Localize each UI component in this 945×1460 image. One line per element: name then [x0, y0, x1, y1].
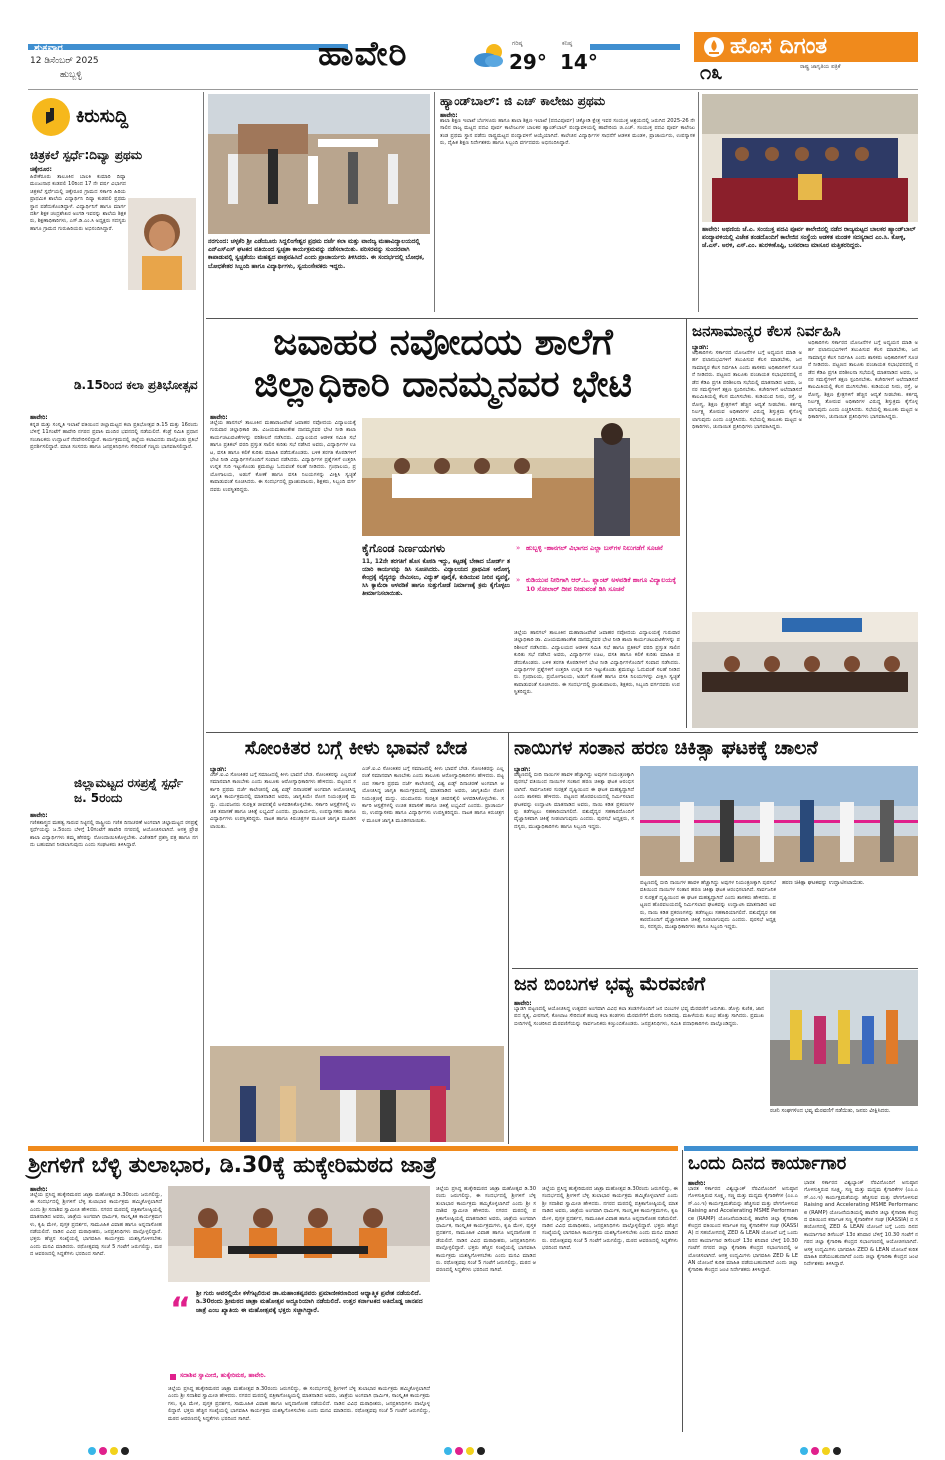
- tulabhara-signature: ಸದಾಶಿವ ಸ್ವಾಮೀಜಿ, ಹುಕ್ಕೇರಿಮಠ, ಹಾವೇರಿ.: [180, 1372, 266, 1379]
- dot-cyan: [444, 1447, 452, 1455]
- dot-black: [121, 1447, 129, 1455]
- bullet-1-icon: »: [516, 544, 521, 552]
- procession-photo: [770, 970, 918, 1106]
- bullet-2-icon: »: [516, 576, 521, 584]
- jawahar-right-divider: [686, 318, 687, 728]
- jawahar-body: ಜಿಲ್ಲೆಯ ಹಾನಗಲ್ ತಾಲೂಕಿನ ಮಹಾರಾಜಪೇಟೆ ಜವಾಹರ ನವೋದಯ ವಿದ್ಯಾಲಯಕ್ಕೆ ಗುರುವಾರ ಜಿಲ್ಲಾಧಿಕಾರಿ ಡಾ. ವಿಜಯಮಹಾಂತೇಶ ದಾನಮ್ಮನವರ ಭೇಟಿ ನೀಡಿ ಶಾಲಾ ಕಾರ್ಯಚಟುವಟಿಕೆಗಳನ್ನು ಪರಿಶೀಲನೆ ನಡೆಸಿದರು. ವಿದ್ಯಾಲಯದ ಆಡಳಿತ ಸಮಿತಿ ಸಭೆ ಹಾಗೂ ಪ್ರತಿಕಲ್ ವರದಿ ಪ್ರಸ್ತುತ ಸಾಲಿನ ಕುರಿತು ಸಭೆ ನಡೆಸಿದ ಅವರು, ವಿದ್ಯಾರ್ಥಿಗಳ ಊಟ, ವಸತಿ ಹಾಗೂ ಕಲಿಕೆ ಕುರಿತು ಮಾಹಿತಿ ಪಡೆದುಕೊಂಡರು. ಬಳಿಕ ತರಗತಿ ಕೊಠಡಿಗಳಿಗೆ ಭೇಟಿ ನೀಡಿ ವಿದ್ಯಾರ್ಥಿಗಳೊಂದಿಗೆ ಸಂವಾದ ನಡೆಸಿದರು. ವಿದ್ಯಾರ್ಥಿಗಳ ಪ್ರಶ್ನೆಗಳಿಗೆ ಉತ್ತರಿಸಿ ಉನ್ನತ ಗುರಿ ಇಟ್ಟುಕೊಂಡು ಶ್ರಮಪಟ್ಟು ಓದುವಂತೆ ಸಲಹೆ ನೀಡಿದರು. ಗ್ರಂಥಾಲಯ, ಪ್ರಯೋಗಾಲಯ, ಅಡುಗೆ ಕೋಣೆ ಹಾಗೂ ವಸತಿ ನಿಲಯಗಳನ್ನು ವೀಕ್ಷಿಸಿ ಸ್ವಚ್ಛತೆ ಕಾಪಾಡುವಂತೆ ಸೂಚಿಸಿದರು. ಈ ಸಂದರ್ಭದಲ್ಲಿ ಪ್ರಾಂಶುಪಾಲರು, ಶಿಕ್ಷಕರು, ಸಿಬ್ಬಂದಿ ವರ್ಗದವರು ಉಪಸ್ಥಿತರಿದ್ದರು.: [210, 420, 356, 493]
- jana-bimba-body: ಬ್ಯಾಡಗಿ ಪಟ್ಟಣದಲ್ಲಿ ಆಯೋಜಿಸಿದ್ದ ಉತ್ಸವದ ಅಂಗವಾಗಿ ವಿವಿಧ ಕಲಾ ತಂಡಗಳೊಂದಿಗೆ ಜನ ಬಿಂಬಗಳ ಭವ್ಯ ಮೆರವಣಿಗೆ ಜರುಗಿತು. ಡೊಳ್ಳು ಕುಣಿತ, ಜಾನಪದ ನೃತ್ಯ, ವೀರಗಾಸೆ, ಕೋಲಾಟ ಸೇರಿದಂತೆ ಹಲವು ಕಲಾ ತಂಡಗಳು ಮೆರವಣಿಗೆಗೆ ಮೆರಗು ನೀಡಿದವು. ಮಹಿಳೆಯರು ಕುಂಭ ಹೊತ್ತು ಸಾಗಿದರು. ಪ್ರಮುಖ ಬೀದಿಗಳಲ್ಲಿ ಸಂಚರಿಸಿದ ಮೆರವಣಿಗೆಯನ್ನು ಸಾರ್ವಜನಿಕರು ಕಣ್ತುಂಬಿಕೊಂಡರು. ಜನಪ್ರತಿನಿಧಿಗಳು, ಸಮಿತಿ ಪದಾಧಿಕಾರಿಗಳು ಪಾಲ್ಗೊಂಡಿದ್ದರು.: [514, 1006, 764, 1027]
- dot-yellow: [822, 1447, 830, 1455]
- min-temp-label: ಕನಿಷ್ಠ: [562, 40, 573, 47]
- jawahar-headline-1: ಜವಾಹರ ನವೋದಯ ಶಾಲೆಗೆ: [273, 322, 613, 363]
- tulabhara-body-4: ಜಿಲ್ಲೆಯ ಪ್ರಸಿದ್ಧ ಹುಕ್ಕೇರಿಮಠದ ಜಾತ್ರಾ ಮಹೋತ್ಸವ ಡಿ.30ರಂದು ಜರುಗಲಿದ್ದು, ಈ ಸಂದರ್ಭದಲ್ಲಿ ಶ್ರೀಗಳಿಗೆ ಬೆಳ್ಳಿ ತುಲಾಭಾರ ಕಾರ್ಯಕ್ರಮ ಹಮ್ಮಿಕೊಳ್ಳಲಾಗಿದೆ ಎಂದು ಶ್ರೀ ಸದಾಶಿವ ಸ್ವಾಮೀಜಿ ಹೇಳಿದರು. ನಗರದ ಮಠದಲ್ಲಿ ಪತ್ರಿಕಾಗೋಷ್ಠಿಯಲ್ಲಿ ಮಾತನಾಡಿದ ಅವರು, ಜಾತ್ರೆಯ ಅಂಗವಾಗಿ ಧಾರ್ಮಿಕ, ಸಾಂಸ್ಕೃತಿಕ ಕಾರ್ಯಕ್ರಮಗಳು, ಕೃಷಿ ಮೇಳ, ಪುಸ್ತಕ ಪ್ರದರ್ಶನ, ಸಾಮೂಹಿಕ ವಿವಾಹ ಹಾಗೂ ಅನ್ನದಾಸೋಹ ನಡೆಯಲಿದೆ. ನಾಡಿನ ವಿವಿಧ ಮಠಾಧೀಶರು, ಜನಪ್ರತಿನಿಧಿಗಳು ಪಾಲ್ಗೊಳ್ಳಲಿದ್ದಾರೆ. ಭಕ್ತರು ಹೆಚ್ಚಿನ ಸಂಖ್ಯೆಯಲ್ಲಿ ಭಾಗವಹಿಸಿ ಕಾರ್ಯಕ್ರಮ ಯಶಸ್ವಿಗೊಳಿಸಬೇಕು ಎಂದು ಮನವಿ ಮಾಡಿದರು. ರಥೋತ್ಸವವು ಸಂಜೆ 5 ಗಂಟೆಗೆ ಜರುಗಲಿದ್ದು, ಮಠದ ಆವರಣದಲ್ಲಿ ಸಿದ್ಧತೆಗಳು ಭರದಿಂದ ಸಾಗಿವೆ.: [542, 1186, 678, 1252]
- handball-title: ಹ್ಯಾಂಡ್‌ಬಾಲ್: ಜಿ ಎಚ್ ಕಾಲೇಜು ಪ್ರಥಮ: [440, 94, 606, 108]
- story1-dateline: ಚಿಕ್ಕೇರೂರ:: [30, 166, 52, 173]
- city-label: ಹುಬ್ಬಳ್ಳಿ: [60, 70, 82, 80]
- janasamanyara-title: ಜನಸಾಮಾನ್ಯರ ಕೆಲಸ ನಿರ್ವಹಿಸಿ: [692, 322, 841, 340]
- janasamanyara-dateline: ಬ್ಯಾಡಗಿ:: [692, 344, 709, 351]
- tulabhara-body-2: ಜಿಲ್ಲೆಯ ಪ್ರಸಿದ್ಧ ಹುಕ್ಕೇರಿಮಠದ ಜಾತ್ರಾ ಮಹೋತ್ಸವ ಡಿ.30ರಂದು ಜರುಗಲಿದ್ದು, ಈ ಸಂದರ್ಭದಲ್ಲಿ ಶ್ರೀಗಳಿಗೆ ಬೆಳ್ಳಿ ತುಲಾಭಾರ ಕಾರ್ಯಕ್ರಮ ಹಮ್ಮಿಕೊಳ್ಳಲಾಗಿದೆ ಎಂದು ಶ್ರೀ ಸದಾಶಿವ ಸ್ವಾಮೀಜಿ ಹೇಳಿದರು. ನಗರದ ಮಠದಲ್ಲಿ ಪತ್ರಿಕಾಗೋಷ್ಠಿಯಲ್ಲಿ ಮಾತನಾಡಿದ ಅವರು, ಜಾತ್ರೆಯ ಅಂಗವಾಗಿ ಧಾರ್ಮಿಕ, ಸಾಂಸ್ಕೃತಿಕ ಕಾರ್ಯಕ್ರಮಗಳು, ಕೃಷಿ ಮೇಳ, ಪುಸ್ತಕ ಪ್ರದರ್ಶನ, ಸಾಮೂಹಿಕ ವಿವಾಹ ಹಾಗೂ ಅನ್ನದಾಸೋಹ ನಡೆಯಲಿದೆ. ನಾಡಿನ ವಿವಿಧ ಮಠಾಧೀಶರು, ಜನಪ್ರತಿನಿಧಿಗಳು ಪಾಲ್ಗೊಳ್ಳಲಿದ್ದಾರೆ. ಭಕ್ತರು ಹೆಚ್ಚಿನ ಸಂಖ್ಯೆಯಲ್ಲಿ ಭಾಗವಹಿಸಿ ಕಾರ್ಯಕ್ರಮ ಯಶಸ್ವಿಗೊಳಿಸಬೇಕು ಎಂದು ಮನವಿ ಮಾಡಿದರು. ರಥೋತ್ಸವವು ಸಂಜೆ 5 ಗಂಟೆಗೆ ಜರುಗಲಿದ್ದು, ಮಠದ ಆವರಣದಲ್ಲಿ ಸಿದ್ಧತೆಗಳು ಭರದಿಂದ ಸಾಗಿವೆ.: [168, 1386, 430, 1422]
- sonkitara-body-2: ಎಚ್.ಐ.ವಿ ಸೋಂಕಿತರ ಬಗ್ಗೆ ಸಮಾಜದಲ್ಲಿ ಕೀಳು ಭಾವನೆ ಬೇಡ. ಸೋಂಕಿತರನ್ನು ಎಲ್ಲರಂತೆ ಸಮಾನವಾಗಿ ಕಾಣಬೇಕು ಎಂದು ತಾಲೂಕು ಆರೋಗ್ಯಾಧಿಕಾರಿಗಳು ಹೇಳಿದರು. ಪಟ್ಟಣದ ಸರ್ಕಾರಿ ಪ್ರಥಮ ದರ್ಜೆ ಕಾಲೇಜಿನಲ್ಲಿ ವಿಶ್ವ ಏಡ್ಸ್ ದಿನಾಚರಣೆ ಅಂಗವಾಗಿ ಆಯೋಜಿಸಿದ್ದ ಜಾಗೃತಿ ಕಾರ್ಯಕ್ರಮದಲ್ಲಿ ಮಾತನಾಡಿದ ಅವರು, ಜಾಗೃತಿಯೇ ರೋಗ ನಿಯಂತ್ರಣಕ್ಕೆ ಮದ್ದು. ಯುವಜನರು ಸುರಕ್ಷಿತ ಜೀವನಶೈಲಿ ಅಳವಡಿಸಿಕೊಳ್ಳಬೇಕು. ಸರ್ಕಾರಿ ಆಸ್ಪತ್ರೆಗಳಲ್ಲಿ ಉಚಿತ ತಪಾಸಣೆ ಹಾಗೂ ಚಿಕಿತ್ಸೆ ಲಭ್ಯವಿದೆ ಎಂದರು. ಪ್ರಾಚಾರ್ಯರು, ಉಪನ್ಯಾಸಕರು ಹಾಗೂ ವಿದ್ಯಾರ್ಥಿಗಳು ಉಪಸ್ಥಿತರಿದ್ದರು. ನಾಟಕ ಹಾಗೂ ಕಿರುಚಿತ್ರಗಳ ಮೂಲಕ ಜಾಗೃತಿ ಮೂಡಿಸಲಾಯಿತು.: [362, 766, 504, 824]
- jana-bimba-divider: [512, 968, 918, 969]
- dot-yellow: [110, 1447, 118, 1455]
- handball-caption: ಹಾವೇರಿ: ಅಥಣಿಯ ಜೆ.ಎ. ಸಂಯುಕ್ತ ಪದವಿ ಪೂರ್ವ ಕಾಲೇಜಿನಲ್ಲಿ ನಡೆದ ರಾಜ್ಯಮಟ್ಟದ ಬಾಲಕರ ಹ್ಯಾಂಡ್‌ಬಾಲ್ ಪಂದ್ಯಾವಳಿಯಲ್ಲಿ ವಿಜೇತ ತಂಡದೊಂದಿಗೆ ಕಾಲೇಜಿನ ಸಂಸ್ಥೆಯ ಆಡಳಿತ ಮಂಡಳಿ ಸದಸ್ಯರಾದ ಎಂ.ಸಿ. ಕೋಳ್ಳಿ, ಜೆ.ಎಸ್. ಅರಳಿ, ಎಸ್.ಎಂ. ಹುರಳೀಕೊಪ್ಪಿ, ಬಸವರಾಜ ಮಾಸೂರ ಮತ್ತಿತರರಿದ್ದರು.: [702, 226, 916, 250]
- awareness-photo: [210, 1046, 504, 1142]
- footer-dots-center: [444, 1440, 488, 1459]
- dot-cyan: [800, 1447, 808, 1455]
- page-number: ೧೩: [700, 60, 723, 84]
- karyagara-dateline: ಹಾವೇರಿ:: [688, 1180, 706, 1187]
- jana-bimba-dateline: ಹಾವೇರಿ:: [514, 1000, 532, 1007]
- handball-dateline: ಹಾವೇರಿ:: [440, 112, 458, 119]
- dot-black: [477, 1447, 485, 1455]
- bottom-colour-bar-orange: [28, 1146, 678, 1151]
- weather-icon: [472, 40, 506, 70]
- max-temp-label: ಗರಿಷ್ಠ: [512, 40, 523, 47]
- signature-icon: [170, 1374, 176, 1380]
- bullet-1-text: ಹುಬ್ಬಳ್ಳಿ -ಹಾನಗಲ್ ವಿಭಾಗದ ಎಲ್ಲಾ ಬಸ್‌ಗಳ ನಿಲುಗಡೆಗೆ ಸೂಚನೆ: [526, 544, 663, 552]
- story2-title: ಡಿ.15ರಿಂದ ಕಲಾ ಪ್ರತಿಭೋತ್ಸವ: [74, 378, 198, 392]
- story3-body: ಗಣಿತಶಾಸ್ತ್ರದ ಮಹತ್ವ ಸಾರುವ ನಿಟ್ಟಿನಲ್ಲಿ ರಾಷ್ಟ್ರೀಯ ಗಣಿತ ದಿನಾಚರಣೆ ಅಂಗವಾಗಿ ಜಿಲ್ಲಾಮಟ್ಟದ ರಸಪ್ರಶ್ನೆ ಸ್ಪರ್ಧೆಯನ್ನು ಜ.5ರಂದು ಬೆಳಿಗ್ಗೆ 10ಗಂಟೆಗೆ ಹಾವೇರಿ ನಗರದಲ್ಲಿ ಆಯೋಜಿಸಲಾಗಿದೆ. ಆಸಕ್ತ ಪ್ರೌಢಶಾಲಾ ವಿದ್ಯಾರ್ಥಿಗಳು ತಮ್ಮ ಹೆಸರನ್ನು ನೋಂದಾಯಿಸಿಕೊಳ್ಳಬೇಕು. ವಿಜೇತರಿಗೆ ಪ್ರಶಸ್ತಿ ಪತ್ರ ಹಾಗೂ ನಗದು ಬಹುಮಾನ ನೀಡಲಾಗುವುದು ಎಂದು ಸಂಘಟಕರು ತಿಳಿಸಿದ್ದಾರೆ.: [30, 820, 198, 849]
- jawahar-body-2: ಜಿಲ್ಲೆಯ ಹಾನಗಲ್ ತಾಲೂಕಿನ ಮಹಾರಾಜಪೇಟೆ ಜವಾಹರ ನವೋದಯ ವಿದ್ಯಾಲಯಕ್ಕೆ ಗುರುವಾರ ಜಿಲ್ಲಾಧಿಕಾರಿ ಡಾ. ವಿಜಯಮಹಾಂತೇಶ ದಾನಮ್ಮನವರ ಭೇಟಿ ನೀಡಿ ಶಾಲಾ ಕಾರ್ಯಚಟುವಟಿಕೆಗಳನ್ನು ಪರಿಶೀಲನೆ ನಡೆಸಿದರು. ವಿದ್ಯಾಲಯದ ಆಡಳಿತ ಸಮಿತಿ ಸಭೆ ಹಾಗೂ ಪ್ರತಿಕಲ್ ವರದಿ ಪ್ರಸ್ತುತ ಸಾಲಿನ ಕುರಿತು ಸಭೆ ನಡೆಸಿದ ಅವರು, ವಿದ್ಯಾರ್ಥಿಗಳ ಊಟ, ವಸತಿ ಹಾಗೂ ಕಲಿಕೆ ಕುರಿತು ಮಾಹಿತಿ ಪಡೆದುಕೊಂಡರು. ಬಳಿಕ ತರಗತಿ ಕೊಠಡಿಗಳಿಗೆ ಭೇಟಿ ನೀಡಿ ವಿದ್ಯಾರ್ಥಿಗಳೊಂದಿಗೆ ಸಂವಾದ ನಡೆಸಿದರು. ವಿದ್ಯಾರ್ಥಿಗಳ ಪ್ರಶ್ನೆಗಳಿಗೆ ಉತ್ತರಿಸಿ ಉನ್ನತ ಗುರಿ ಇಟ್ಟುಕೊಂಡು ಶ್ರಮಪಟ್ಟು ಓದುವಂತೆ ಸಲಹೆ ನೀಡಿದರು. ಗ್ರಂಥಾಲಯ, ಪ್ರಯೋಗಾಲಯ, ಅಡುಗೆ ಕೋಣೆ ಹಾಗೂ ವಸತಿ ನಿಲಯಗಳನ್ನು ವೀಕ್ಷಿಸಿ ಸ್ವಚ್ಛತೆ ಕಾಪಾಡುವಂತೆ ಸೂಚಿಸಿದರು. ಈ ಸಂದರ್ಭದಲ್ಲಿ ಪ್ರಾಂಶುಪಾಲರು, ಶಿಕ್ಷಕರು, ಸಿಬ್ಬಂದಿ ವರ್ಗದವರು ಉಪಸ್ಥಿತರಿದ್ದರು.: [514, 630, 680, 696]
- max-temp-value: 29°: [509, 50, 547, 74]
- jana-bimba-title: ಜನ ಬಿಂಬಗಳ ಭವ್ಯ ಮೆರವಣಿಗೆ: [514, 973, 706, 995]
- masthead-top-bar-right: [590, 44, 680, 50]
- lamp-icon: [704, 36, 724, 58]
- decisions-title: ಕೈಗೊಂಡ ನಿರ್ಣಯಗಳು: [362, 542, 446, 555]
- jawahar-dateline: ಹಾವೇರಿ:: [210, 414, 228, 421]
- story1-title: ಚಿತ್ರಕಲೆ ಸ್ಪರ್ಧೆ:ದಿವ್ಯಾ ಪ್ರಥಮ: [30, 148, 143, 162]
- naayi-caption: ಹರಣ ಚಿಕಿತ್ಸಾ ಘಟಕವನ್ನು ಉದ್ಘಾಟಿಸಲಾಯಿತು.: [782, 880, 865, 886]
- masthead: [0, 0, 945, 90]
- footer-dots-left: [88, 1440, 132, 1459]
- tulabhara-dateline: ಹಾವೇರಿ:: [30, 1186, 48, 1193]
- left-column-divider: [203, 92, 204, 1142]
- jana-bimba-caption: ರಚನಿ ಸಂಘಗಳಿಂದ ಭವ್ಯ ಮೆರವಣಿಗೆ ನಡೆಯಿತು, ಜನರು ವೀಕ್ಷಿಸಿದರು.: [770, 1108, 891, 1114]
- sonkitara-divider: [508, 732, 509, 1144]
- bullet-2-text: ಕುಡಿಯುವ ನೀರಿಗಾಗಿ ಆರ್.ಒ. ಪ್ಲಾಂಟ್ ಅಳವಡಿಕೆ ಹಾಗೂ ವಿದ್ಯಾಲಯಕ್ಕೆ 10 ಸೋಲಾರ್ ದೀಪ ನೀಡುವಂತೆ ಡಿಸಿ ಸೂಚನೆ: [526, 576, 677, 593]
- handball-team-photo: [702, 94, 918, 222]
- karyagara-title: ಒಂದು ದಿನದ ಕಾರ್ಯಾಗಾರ: [688, 1153, 847, 1174]
- kirusuddi-column: [28, 92, 200, 1142]
- janasamanyara-body: ಅಧಿಕಾರಿಗಳು ಸರ್ಕಾರದ ಯೋಜನೆಗಳ ಬಗ್ಗೆ ಅಧ್ಯಯನ ಮಾಡಿ ಅರ್ಹ ಫಲಾನುಭವಿಗಳಿಗೆ ತಲುಪಿಸುವ ಕೆಲಸ ಮಾಡಬೇಕು, ಜನಸಾಮಾನ್ಯರ ಕೆಲಸ ನಿರ್ವಹಿಸಿ ಎಂದು ಶಾಸಕರು ಅಧಿಕಾರಿಗಳಿಗೆ ಸೂಚನೆ ನೀಡಿದರು. ಪಟ್ಟಣದ ತಾಲೂಕು ಪಂಚಾಯತ ಸಭಾಭವನದಲ್ಲಿ ನಡೆದ ಕೆಡಿಪಿ ಪ್ರಗತಿ ಪರಿಶೀಲನಾ ಸಭೆಯಲ್ಲಿ ಮಾತನಾಡಿದ ಅವರು, ಜನರ ಸಮಸ್ಯೆಗಳಿಗೆ ತಕ್ಷಣ ಸ್ಪಂದಿಸಬೇಕು. ಕಚೇರಿಗಳಿಗೆ ಅಲೆದಾಡಿಸದೆ ಕಾಲಮಿತಿಯಲ್ಲಿ ಕೆಲಸ ಮುಗಿಸಬೇಕು. ಕುಡಿಯುವ ನೀರು, ರಸ್ತೆ, ಆರೋಗ್ಯ, ಶಿಕ್ಷಣ ಕ್ಷೇತ್ರಗಳಿಗೆ ಹೆಚ್ಚಿನ ಆದ್ಯತೆ ನೀಡಬೇಕು. ಕರ್ತವ್ಯ ನಿರ್ಲಕ್ಷ್ಯ ತೋರುವ ಅಧಿಕಾರಿಗಳ ವಿರುದ್ಧ ಶಿಸ್ತುಕ್ರಮ ಕೈಗೊಳ್ಳಲಾಗುವುದು ಎಂದು ಎಚ್ಚರಿಸಿದರು. ಸಭೆಯಲ್ಲಿ ತಾಲೂಕು ಮಟ್ಟದ ಅಧಿಕಾರಿಗಳು, ಚುನಾಯಿತ ಪ್ರತಿನಿಧಿಗಳು ಭಾಗವಹಿಸಿದ್ದರು.: [692, 350, 802, 431]
- tulabhara-body: ಜಿಲ್ಲೆಯ ಪ್ರಸಿದ್ಧ ಹುಕ್ಕೇರಿಮಠದ ಜಾತ್ರಾ ಮಹೋತ್ಸವ ಡಿ.30ರಂದು ಜರುಗಲಿದ್ದು, ಈ ಸಂದರ್ಭದಲ್ಲಿ ಶ್ರೀಗಳಿಗೆ ಬೆಳ್ಳಿ ತುಲಾಭಾರ ಕಾರ್ಯಕ್ರಮ ಹಮ್ಮಿಕೊಳ್ಳಲಾಗಿದೆ ಎಂದು ಶ್ರೀ ಸದಾಶಿವ ಸ್ವಾಮೀಜಿ ಹೇಳಿದರು. ನಗರದ ಮಠದಲ್ಲಿ ಪತ್ರಿಕಾಗೋಷ್ಠಿಯಲ್ಲಿ ಮಾತನಾಡಿದ ಅವರು, ಜಾತ್ರೆಯ ಅಂಗವಾಗಿ ಧಾರ್ಮಿಕ, ಸಾಂಸ್ಕೃತಿಕ ಕಾರ್ಯಕ್ರಮಗಳು, ಕೃಷಿ ಮೇಳ, ಪುಸ್ತಕ ಪ್ರದರ್ಶನ, ಸಾಮೂಹಿಕ ವಿವಾಹ ಹಾಗೂ ಅನ್ನದಾಸೋಹ ನಡೆಯಲಿದೆ. ನಾಡಿನ ವಿವಿಧ ಮಠಾಧೀಶರು, ಜನಪ್ರತಿನಿಧಿಗಳು ಪಾಲ್ಗೊಳ್ಳಲಿದ್ದಾರೆ. ಭಕ್ತರು ಹೆಚ್ಚಿನ ಸಂಖ್ಯೆಯಲ್ಲಿ ಭಾಗವಹಿಸಿ ಕಾರ್ಯಕ್ರಮ ಯಶಸ್ವಿಗೊಳಿಸಬೇಕು ಎಂದು ಮನವಿ ಮಾಡಿದರು. ರಥೋತ್ಸವವು ಸಂಜೆ 5 ಗಂಟೆಗೆ ಜರುಗಲಿದ್ದು, ಮಠದ ಆವರಣದಲ್ಲಿ ಸಿದ್ಧತೆಗಳು ಭರದಿಂದ ಸಾಗಿವೆ.: [30, 1192, 162, 1258]
- dot-black: [833, 1447, 841, 1455]
- kirusuddi-badge: [32, 98, 192, 138]
- naayi-title: ನಾಯಿಗಳ ಸಂತಾನ ಹರಣ ಚಿಕಿತ್ಸಾ ಘಟಕಕ್ಕೆ ಚಾಲನೆ: [514, 737, 818, 759]
- kirusuddi-label: ಕಿರುಸುದ್ದಿ: [76, 106, 129, 127]
- paper-name: ಹೊಸ ದಿಗಂತ: [730, 34, 828, 59]
- naayi-body-2: ಪಟ್ಟಣದಲ್ಲಿ ಬೀದಿ ನಾಯಿಗಳ ಹಾವಳಿ ಹೆಚ್ಚಾಗಿದ್ದು ಅವುಗಳ ನಿಯಂತ್ರಣಕ್ಕಾಗಿ ಪುರಸಭೆ ವತಿಯಿಂದ ನಾಯಿಗಳ ಸಂತಾನ ಹರಣ ಚಿಕಿತ್ಸಾ ಘಟಕ ಆರಂಭಿಸಲಾಗಿದೆ. ಸಾರ್ವಜನಿಕರ ಸುರಕ್ಷತೆ ದೃಷ್ಟಿಯಿಂದ ಈ ಘಟಕ ಮಹತ್ವದ್ದಾಗಿದೆ ಎಂದು ಶಾಸಕರು ಹೇಳಿದರು. ಪಟ್ಟಣದ ಹೊರವಲಯದಲ್ಲಿ ನಿರ್ಮಿಸಲಾದ ಘಟಕವನ್ನು ಉದ್ಘಾಟಿಸಿ ಮಾತನಾಡಿದ ಅವರು, ನಾಯಿ ಕಡಿತ ಪ್ರಕರಣಗಳನ್ನು ತಡೆಗಟ್ಟಲು ಸಹಕಾರಿಯಾಗಲಿದೆ. ಪಶುವೈದ್ಯರ ಸಹಕಾರದೊಂದಿಗೆ ವೈಜ್ಞಾನಿಕವಾಗಿ ಚಿಕಿತ್ಸೆ ನೀಡಲಾಗುವುದು ಎಂದರು. ಪುರಸಭೆ ಅಧ್ಯಕ್ಷರು, ಸದಸ್ಯರು, ಮುಖ್ಯಾಧಿಕಾರಿಗಳು ಹಾಗೂ ಸಿಬ್ಬಂದಿ ಇದ್ದರು.: [640, 880, 776, 931]
- edition-name: ಹಾವೇರಿ: [318, 34, 408, 74]
- bullet-box: [514, 540, 680, 628]
- handball-divider: [698, 92, 699, 312]
- sonkitara-dateline: ಬ್ಯಾಡಗಿ:: [210, 766, 227, 773]
- quote-mark-icon: “: [170, 1290, 192, 1328]
- sonkitara-title: ಸೋಂಕಿತರ ಬಗ್ಗೆ ಕೀಳು ಭಾವನೆ ಬೇಡ: [244, 737, 468, 759]
- footer-dots-right: [800, 1440, 844, 1459]
- hand-icon: [32, 98, 70, 136]
- dog-unit-inauguration-photo: [640, 766, 918, 876]
- tulabhara-title: ಶ್ರೀಗಳಿಗೆ ಬೆಳ್ಳಿ ತುಲಾಭಾರ, ಡಿ.30ಕ್ಕೆ ಹುಕ್ಕೇರಿಮಠದ ಜಾತ್ರೆ: [28, 1153, 437, 1178]
- tulabhara-divider: [682, 1150, 683, 1432]
- janasamanyara-body-2: ಅಧಿಕಾರಿಗಳು ಸರ್ಕಾರದ ಯೋಜನೆಗಳ ಬಗ್ಗೆ ಅಧ್ಯಯನ ಮಾಡಿ ಅರ್ಹ ಫಲಾನುಭವಿಗಳಿಗೆ ತಲುಪಿಸುವ ಕೆಲಸ ಮಾಡಬೇಕು, ಜನಸಾಮಾನ್ಯರ ಕೆಲಸ ನಿರ್ವಹಿಸಿ ಎಂದು ಶಾಸಕರು ಅಧಿಕಾರಿಗಳಿಗೆ ಸೂಚನೆ ನೀಡಿದರು. ಪಟ್ಟಣದ ತಾಲೂಕು ಪಂಚಾಯತ ಸಭಾಭವನದಲ್ಲಿ ನಡೆದ ಕೆಡಿಪಿ ಪ್ರಗತಿ ಪರಿಶೀಲನಾ ಸಭೆಯಲ್ಲಿ ಮಾತನಾಡಿದ ಅವರು, ಜನರ ಸಮಸ್ಯೆಗಳಿಗೆ ತಕ್ಷಣ ಸ್ಪಂದಿಸಬೇಕು. ಕಚೇರಿಗಳಿಗೆ ಅಲೆದಾಡಿಸದೆ ಕಾಲಮಿತಿಯಲ್ಲಿ ಕೆಲಸ ಮುಗಿಸಬೇಕು. ಕುಡಿಯುವ ನೀರು, ರಸ್ತೆ, ಆರೋಗ್ಯ, ಶಿಕ್ಷಣ ಕ್ಷೇತ್ರಗಳಿಗೆ ಹೆಚ್ಚಿನ ಆದ್ಯತೆ ನೀಡಬೇಕು. ಕರ್ತವ್ಯ ನಿರ್ಲಕ್ಷ್ಯ ತೋರುವ ಅಧಿಕಾರಿಗಳ ವಿರುದ್ಧ ಶಿಸ್ತುಕ್ರಮ ಕೈಗೊಳ್ಳಲಾಗುವುದು ಎಂದು ಎಚ್ಚರಿಸಿದರು. ಸಭೆಯಲ್ಲಿ ತಾಲೂಕು ಮಟ್ಟದ ಅಧಿಕಾರಿಗಳು, ಚುನಾಯಿತ ಪ್ರತಿನಿಧಿಗಳು ಭಾಗವಹಿಸಿದ್ದರು.: [808, 340, 918, 421]
- bottom-colour-bar-blue: [684, 1146, 918, 1151]
- nss-caption: ನರಗುಂದ: ಚಳ್ಳಕೆರಿ ಶ್ರೀ ಎಡೆಯೂರು ಸಿದ್ದಲಿಂಗೇಶ್ವರ ಪ್ರಥಮ ದರ್ಜೆ ಕಲಾ ಮತ್ತು ವಾಣಿಜ್ಯ ಮಹಾವಿದ್ಯಾಲಯದಲ್ಲಿ ಎನ್‌ಎಸ್‌ಎಸ್ ಘಟಕದ ವತಿಯಿಂದ ಸ್ವಚ್ಛತಾ ಕಾರ್ಯಕ್ರಮವನ್ನು ನಡೆಸಲಾಯಿತು. ಪರಿಸರವನ್ನು ಸುಂದರವಾಗಿ ಕಾಪಾಡುವಲ್ಲಿ ಸ್ವಚ್ಛತೆಯು ಮಹತ್ವದ ಪಾತ್ರವಹಿಸಿದೆ ಎಂದು ಪ್ರಾಚಾರ್ಯರು ತಿಳಿಸಿದರು. ಈ ಸಂದರ್ಭದಲ್ಲಿ ಬೋಧಕ, ಬೋಧಕೇತರ ಸಿಬ್ಬಂದಿ ಹಾಗೂ ವಿದ್ಯಾರ್ಥಿಗಳು, ಸ್ವಯಂಸೇವಕರು ಇದ್ದರು.: [208, 238, 425, 270]
- masthead-divider: [28, 89, 918, 90]
- story2-dateline: ಹಾವೇರಿ:: [30, 414, 48, 421]
- jawahar-headline-2: ಜಿಲ್ಲಾಧಿಕಾರಿ ದಾನಮ್ಮನವರ ಭೇಟಿ: [254, 364, 632, 405]
- nss-cleanliness-photo: [208, 94, 430, 234]
- decisions-box: [362, 540, 510, 728]
- dot-yellow: [466, 1447, 474, 1455]
- row2-divider: [206, 732, 918, 733]
- story2-body: ಕನ್ನಡ ಮತ್ತು ಸಂಸ್ಕೃತಿ ಇಲಾಖೆ ವತಿಯಿಂದ ಜಿಲ್ಲಾಮಟ್ಟದ ಕಲಾ ಪ್ರತಿಭೋತ್ಸವ ಡಿ.15 ಮತ್ತು 16ರಂದು ಬೆಳಿಗ್ಗೆ 11ಗಂಟೆಗೆ ಹಾವೇರಿ ನಗರದ ಪ್ರವಾಸಿ ಮಂದಿರ ಭವನದಲ್ಲಿ ನಡೆಯಲಿದೆ. ಕೆಂಡ್ರೆ ಸಮಿತಿ ಪ್ರಧಾನ ಸಂಚಾಲಕರು ಉದ್ಘಾಟನೆ ನೆರವೇರಿಸಲಿದ್ದಾರೆ. ಕಾರ್ಯಕ್ರಮದಲ್ಲಿ ಜಿಲ್ಲೆಯ ಕಲಾವಿದರು ಪಾಲ್ಗೊಂಡು ಪ್ರತಿಭೆ ಪ್ರದರ್ಶಿಸಲಿದ್ದಾರೆ. ಮಾಜಿ ಸಂಸದರು ಹಾಗೂ ಜನಪ್ರತಿನಿಧಿಗಳು ಸೇರಿದಂತೆ ಗಣ್ಯರು ಭಾಗವಹಿಸಲಿದ್ದಾರೆ.: [30, 422, 198, 451]
- dot-magenta: [455, 1447, 463, 1455]
- decisions-body: 11, 12ನೇ ತರಗತಿಗೆ ಹೊಸ ಕೊಠಡಿ ಇದ್ದು, ಕಟ್ಟಡಕ್ಕೆ ಬೇಕಾದ ಬೋರ್ಡ್ ತಯಾರಿ ಕಾರ್ಯವನ್ನು ಡಿಸಿ ಸೂಚಿಸಿದರು. ವಿದ್ಯಾಲಯದ ಪ್ರಾಥಮಿಕ ಆರೋಗ್ಯ ಕೇಂದ್ರಕ್ಕೆ ವೈದ್ಯರನ್ನು ನೇಮಿಸಲು, ವಿದ್ಯುತ್ ಪೂರೈಕೆ, ಕುಡಿಯುವ ನೀರಿನ ವ್ಯವಸ್ಥೆ, ಸಿಸಿ ಕ್ಯಾಮೆರಾ ಅಳವಡಿಕೆ ಹಾಗೂ ಸುತ್ತುಗೋಡೆ ನಿರ್ಮಾಣಕ್ಕೆ ಕ್ರಮ ಕೈಗೊಳ್ಳಲು ತೀರ್ಮಾನಿಸಲಾಯಿತು.: [362, 559, 510, 597]
- tulabhara-body-3: ಜಿಲ್ಲೆಯ ಪ್ರಸಿದ್ಧ ಹುಕ್ಕೇರಿಮಠದ ಜಾತ್ರಾ ಮಹೋತ್ಸವ ಡಿ.30ರಂದು ಜರುಗಲಿದ್ದು, ಈ ಸಂದರ್ಭದಲ್ಲಿ ಶ್ರೀಗಳಿಗೆ ಬೆಳ್ಳಿ ತುಲಾಭಾರ ಕಾರ್ಯಕ್ರಮ ಹಮ್ಮಿಕೊಳ್ಳಲಾಗಿದೆ ಎಂದು ಶ್ರೀ ಸದಾಶಿವ ಸ್ವಾಮೀಜಿ ಹೇಳಿದರು. ನಗರದ ಮಠದಲ್ಲಿ ಪತ್ರಿಕಾಗೋಷ್ಠಿಯಲ್ಲಿ ಮಾತನಾಡಿದ ಅವರು, ಜಾತ್ರೆಯ ಅಂಗವಾಗಿ ಧಾರ್ಮಿಕ, ಸಾಂಸ್ಕೃತಿಕ ಕಾರ್ಯಕ್ರಮಗಳು, ಕೃಷಿ ಮೇಳ, ಪುಸ್ತಕ ಪ್ರದರ್ಶನ, ಸಾಮೂಹಿಕ ವಿವಾಹ ಹಾಗೂ ಅನ್ನದಾಸೋಹ ನಡೆಯಲಿದೆ. ನಾಡಿನ ವಿವಿಧ ಮಠಾಧೀಶರು, ಜನಪ್ರತಿನಿಧಿಗಳು ಪಾಲ್ಗೊಳ್ಳಲಿದ್ದಾರೆ. ಭಕ್ತರು ಹೆಚ್ಚಿನ ಸಂಖ್ಯೆಯಲ್ಲಿ ಭಾಗವಹಿಸಿ ಕಾರ್ಯಕ್ರಮ ಯಶಸ್ವಿಗೊಳಿಸಬೇಕು ಎಂದು ಮನವಿ ಮಾಡಿದರು. ರಥೋತ್ಸವವು ಸಂಜೆ 5 ಗಂಟೆಗೆ ಜರುಗಲಿದ್ದು, ಮಠದ ಆವರಣದಲ್ಲಿ ಸಿದ್ಧತೆಗಳು ಭರದಿಂದ ಸಾಗಿವೆ.: [436, 1186, 536, 1274]
- student-photo: [128, 198, 196, 290]
- top-center-divider: [434, 92, 435, 312]
- karyagara-body: ಭಾರತ ಸರ್ಕಾರದ ವಿಶ್ವಬ್ಯಾಂಕ್ ನೆರವಿನೊಂದಿಗೆ ಅನುಷ್ಠಾನಗೊಳಿಸುತ್ತಿರುವ ಸೂಕ್ಷ್ಮ, ಸಣ್ಣ ಮತ್ತು ಮಧ್ಯಮ ಕೈಗಾರಿಕೆಗಳ (ಎಂ.ಎಸ್.ಎಂ.ಇ) ಕಾರ್ಯಕ್ಷಮತೆಯನ್ನು ಹೆಚ್ಚಿಸುವ ಮತ್ತು ವೇಗಗೊಳಿಸುವ Raising and Accelerating MSME Performance (RAMP) ಯೋಜನೆಯಡಿಯಲ್ಲಿ ಹಾವೇರಿ ಜಿಲ್ಲಾ ಕೈಗಾರಿಕಾ ಕೇಂದ್ರದ ವತಿಯಿಂದ ಕರ್ನಾಟಕ ಸಣ್ಣ ಕೈಗಾರಿಕೆಗಳ ಸಂಘ (KASSIA) ದ ಸಹಯೋಗದಲ್ಲಿ ZED & LEAN ಯೋಜನೆ ಬಗ್ಗೆ ಒಂದು ದಿನದ ಕಾರ್ಯಾಗಾರ ಡಿಸೆಂಬರ್ 13ರ ಶನಿವಾರ ಬೆಳಿಗ್ಗೆ 10.30 ಗಂಟೆಗೆ ನಗರದ ಜಿಲ್ಲಾ ಕೈಗಾರಿಕಾ ಕೇಂದ್ರದ ಸಭಾಂಗಣದಲ್ಲಿ ಆಯೋಜಿಸಲಾಗಿದೆ. ಆಸಕ್ತ ಉದ್ಯಮಿಗಳು ಭಾಗವಹಿಸಿ ZED & LEAN ಯೋಜನೆ ಕುರಿತ ಮಾಹಿತಿ ಪಡೆಯಬಹುದಾಗಿದೆ ಎಂದು ಜಿಲ್ಲಾ ಕೈಗಾರಿಕಾ ಕೇಂದ್ರದ ಜಂಟಿ ನಿರ್ದೇಶಕರು ತಿಳಿಸಿದ್ದಾರೆ.: [688, 1186, 798, 1274]
- handball-body: ಶಾಲಾ ಶಿಕ್ಷಣ ಇಲಾಖೆ ಬೆಂಗಳೂರು ಹಾಗೂ ಶಾಲಾ ಶಿಕ್ಷಣ ಇಲಾಖೆ (ಪದವಿಪೂರ್ವ) ಚಿಕ್ಕೋಡಿ ಕ್ಷೇತ್ರ ಇವರ ಸಂಯುಕ್ತ ಆಶ್ರಯದಲ್ಲಿ ಜರುಗಿದ 2025-26 ನೇ ಸಾಲಿನ ರಾಜ್ಯ ಮಟ್ಟದ ಪದವಿ ಪೂರ್ವ ಕಾಲೇಜುಗಳ ಬಾಲಕರ ಹ್ಯಾಂಡ್‌ಬಾಲ್ ಪಂದ್ಯಾವಳಿಯಲ್ಲಿ ಹಾವೇರಿಯ ಜಿ.ಎಚ್. ಸಂಯುಕ್ತ ಪದವಿ ಪೂರ್ವ ಕಾಲೇಜು ತಂಡ ಪ್ರಥಮ ಸ್ಥಾನ ಪಡೆದು ರಾಷ್ಟ್ರಮಟ್ಟದ ಪಂದ್ಯಾವಳಿಗೆ ಆಯ್ಕೆಯಾಗಿದೆ. ಕಾಲೇಜಿನ ವಿದ್ಯಾರ್ಥಿಗಳ ಸಾಧನೆಗೆ ಆಡಳಿತ ಮಂಡಳಿ, ಪ್ರಾಚಾರ್ಯರು, ಉಪನ್ಯಾಸಕರು, ದೈಹಿಕ ಶಿಕ್ಷಣ ನಿರ್ದೇಶಕರು ಹಾಗೂ ಸಿಬ್ಬಂದಿ ವರ್ಗದವರು ಅಭಿನಂದಿಸಿದ್ದಾರೆ.: [440, 118, 695, 147]
- day-label: ಶುಕ್ರವಾರ: [34, 43, 63, 54]
- paper-tagline: ರಾಷ್ಟ್ರ ಜಾಗೃತಿಯ ಪತ್ರಿಕೆ: [800, 64, 841, 70]
- story3-title: ಜಿಲ್ಲಾಮಟ್ಟದ ರಸಪ್ರಶ್ನೆ ಸ್ಪರ್ಧೆ ಜ. 5ರಂದು: [74, 776, 184, 805]
- story3-dateline: ಹಾವೇರಿ:: [30, 812, 48, 819]
- story1-body: ಹಿರೇಕೆರೂರು ತಾಲೂಕಿನ ಬಾಲಕಿ ಕುಮಾರಿ ದಿವ್ಯಾ ಮಂಜುನಾಥ ಕುಡಪಲಿ 10ರಿಂದ 17 ನೇ ವರ್ಷ ವಿಭಾಗದ ಚಿತ್ರಕಲೆ ಸ್ಪರ್ಧೆಯಲ್ಲಿ ಚಿಕ್ಕೇರೂರ ಗ್ರಾಮದ ಸರ್ಕಾರಿ ಹಿರಿಯ ಪ್ರಾಥಮಿಕ ಶಾಲೆಯ ವಿದ್ಯಾರ್ಥಿನಿ ದಿವ್ಯಾ ಕುಡಪಲಿ ಪ್ರಥಮ ಸ್ಥಾನ ಪಡೆದುಕೊಂಡಿದ್ದಾಳೆ. ವಿದ್ಯಾರ್ಥಿನಿಗೆ ಹಾಗೂ ಮಾರ್ಗದರ್ಶಿ ಶಿಕ್ಷಕ ಚಂದ್ರಶೇಖರ ಅಂಗಡಿ ಇವರನ್ನು ಶಾಲೆಯ ಶಿಕ್ಷಕರು, ಶಿಕ್ಷಣಾಧಿಕಾರಿಗಳು, ಎಸ್.ಡಿ.ಎಂ.ಸಿ ಅಧ್ಯಕ್ಷರು ಸದಸ್ಯರು ಹಾಗೂ ಗ್ರಾಮದ ಗುರುಹಿರಿಯರು ಅಭಿನಂದಿಸಿದ್ದಾರೆ.: [30, 174, 126, 232]
- dot-magenta: [811, 1447, 819, 1455]
- classroom-photo: [362, 418, 680, 536]
- naayi-dateline: ಬ್ಯಾಡಗಿ:: [514, 766, 531, 773]
- meeting-photo: [692, 612, 918, 728]
- naayi-body: ಪಟ್ಟಣದಲ್ಲಿ ಬೀದಿ ನಾಯಿಗಳ ಹಾವಳಿ ಹೆಚ್ಚಾಗಿದ್ದು ಅವುಗಳ ನಿಯಂತ್ರಣಕ್ಕಾಗಿ ಪುರಸಭೆ ವತಿಯಿಂದ ನಾಯಿಗಳ ಸಂತಾನ ಹರಣ ಚಿಕಿತ್ಸಾ ಘಟಕ ಆರಂಭಿಸಲಾಗಿದೆ. ಸಾರ್ವಜನಿಕರ ಸುರಕ್ಷತೆ ದೃಷ್ಟಿಯಿಂದ ಈ ಘಟಕ ಮಹತ್ವದ್ದಾಗಿದೆ ಎಂದು ಶಾಸಕರು ಹೇಳಿದರು. ಪಟ್ಟಣದ ಹೊರವಲಯದಲ್ಲಿ ನಿರ್ಮಿಸಲಾದ ಘಟಕವನ್ನು ಉದ್ಘಾಟಿಸಿ ಮಾತನಾಡಿದ ಅವರು, ನಾಯಿ ಕಡಿತ ಪ್ರಕರಣಗಳನ್ನು ತಡೆಗಟ್ಟಲು ಸಹಕಾರಿಯಾಗಲಿದೆ. ಪಶುವೈದ್ಯರ ಸಹಕಾರದೊಂದಿಗೆ ವೈಜ್ಞಾನಿಕವಾಗಿ ಚಿಕಿತ್ಸೆ ನೀಡಲಾಗುವುದು ಎಂದರು. ಪುರಸಭೆ ಅಧ್ಯಕ್ಷರು, ಸದಸ್ಯರು, ಮುಖ್ಯಾಧಿಕಾರಿಗಳು ಹಾಗೂ ಸಿಬ್ಬಂದಿ ಇದ್ದರು.: [514, 772, 634, 830]
- min-temp-value: 14°: [560, 50, 598, 74]
- date-label: 12 ಡಿಸೆಂಬರ್ 2025: [30, 56, 99, 66]
- swamiji-photo: [168, 1186, 430, 1282]
- dot-magenta: [99, 1447, 107, 1455]
- tulabhara-quote: ಶ್ರೀ ಗುರು ಅವರಲ್ಲಿಯೇ ಕಳೆಗಟ್ಟಲಿರುವ ಡಾ.ಮಹಾಂತಪ್ಪನವರು ಪ್ರಮಾಣೀಕರಣದಿಂದ ಆಧ್ಯಾತ್ಮಿಕ ಪ್ರವೇಶ ನಡೆಯಲಿದೆ. ಡಿ.30ರಂದು ಶ್ರೀಮಠದ ಜಾತ್ರಾ ಮಹೋತ್ಸವ ಅದ್ದೂರಿಯಾಗಿ ನಡೆಯಲಿದೆ. ಉತ್ತರ ಕರ್ನಾಟಕದ ಅತಿದೊಡ್ಡ ಜಾನಪದ ಜಾತ್ರೆ ಎಂಬ ಖ್ಯಾತಿಯ ಈ ಮಹೋತ್ಸವಕ್ಕೆ ಭಕ್ತರು ಸಜ್ಜಾಗಿದ್ದಾರೆ.: [196, 1290, 423, 1314]
- sonkitara-body: ಎಚ್.ಐ.ವಿ ಸೋಂಕಿತರ ಬಗ್ಗೆ ಸಮಾಜದಲ್ಲಿ ಕೀಳು ಭಾವನೆ ಬೇಡ. ಸೋಂಕಿತರನ್ನು ಎಲ್ಲರಂತೆ ಸಮಾನವಾಗಿ ಕಾಣಬೇಕು ಎಂದು ತಾಲೂಕು ಆರೋಗ್ಯಾಧಿಕಾರಿಗಳು ಹೇಳಿದರು. ಪಟ್ಟಣದ ಸರ್ಕಾರಿ ಪ್ರಥಮ ದರ್ಜೆ ಕಾಲೇಜಿನಲ್ಲಿ ವಿಶ್ವ ಏಡ್ಸ್ ದಿನಾಚರಣೆ ಅಂಗವಾಗಿ ಆಯೋಜಿಸಿದ್ದ ಜಾಗೃತಿ ಕಾರ್ಯಕ್ರಮದಲ್ಲಿ ಮಾತನಾಡಿದ ಅವರು, ಜಾಗೃತಿಯೇ ರೋಗ ನಿಯಂತ್ರಣಕ್ಕೆ ಮದ್ದು. ಯುವಜನರು ಸುರಕ್ಷಿತ ಜೀವನಶೈಲಿ ಅಳವಡಿಸಿಕೊಳ್ಳಬೇಕು. ಸರ್ಕಾರಿ ಆಸ್ಪತ್ರೆಗಳಲ್ಲಿ ಉಚಿತ ತಪಾಸಣೆ ಹಾಗೂ ಚಿಕಿತ್ಸೆ ಲಭ್ಯವಿದೆ ಎಂದರು. ಪ್ರಾಚಾರ್ಯರು, ಉಪನ್ಯಾಸಕರು ಹಾಗೂ ವಿದ್ಯಾರ್ಥಿಗಳು ಉಪಸ್ಥಿತರಿದ್ದರು. ನಾಟಕ ಹಾಗೂ ಕಿರುಚಿತ್ರಗಳ ಮೂಲಕ ಜಾಗೃತಿ ಮೂಡಿಸಲಾಯಿತು.: [210, 772, 356, 830]
- row1-divider: [206, 318, 918, 319]
- dot-cyan: [88, 1447, 96, 1455]
- masthead-top-bar: [28, 44, 348, 50]
- karyagara-body-2: ಭಾರತ ಸರ್ಕಾರದ ವಿಶ್ವಬ್ಯಾಂಕ್ ನೆರವಿನೊಂದಿಗೆ ಅನುಷ್ಠಾನಗೊಳಿಸುತ್ತಿರುವ ಸೂಕ್ಷ್ಮ, ಸಣ್ಣ ಮತ್ತು ಮಧ್ಯಮ ಕೈಗಾರಿಕೆಗಳ (ಎಂ.ಎಸ್.ಎಂ.ಇ) ಕಾರ್ಯಕ್ಷಮತೆಯನ್ನು ಹೆಚ್ಚಿಸುವ ಮತ್ತು ವೇಗಗೊಳಿಸುವ Raising and Accelerating MSME Performance (RAMP) ಯೋಜನೆಯಡಿಯಲ್ಲಿ ಹಾವೇರಿ ಜಿಲ್ಲಾ ಕೈಗಾರಿಕಾ ಕೇಂದ್ರದ ವತಿಯಿಂದ ಕರ್ನಾಟಕ ಸಣ್ಣ ಕೈಗಾರಿಕೆಗಳ ಸಂಘ (KASSIA) ದ ಸಹಯೋಗದಲ್ಲಿ ZED & LEAN ಯೋಜನೆ ಬಗ್ಗೆ ಒಂದು ದಿನದ ಕಾರ್ಯಾಗಾರ ಡಿಸೆಂಬರ್ 13ರ ಶನಿವಾರ ಬೆಳಿಗ್ಗೆ 10.30 ಗಂಟೆಗೆ ನಗರದ ಜಿಲ್ಲಾ ಕೈಗಾರಿಕಾ ಕೇಂದ್ರದ ಸಭಾಂಗಣದಲ್ಲಿ ಆಯೋಜಿಸಲಾಗಿದೆ. ಆಸಕ್ತ ಉದ್ಯಮಿಗಳು ಭಾಗವಹಿಸಿ ZED & LEAN ಯೋಜನೆ ಕುರಿತ ಮಾಹಿತಿ ಪಡೆಯಬಹುದಾಗಿದೆ ಎಂದು ಜಿಲ್ಲಾ ಕೈಗಾರಿಕಾ ಕೇಂದ್ರದ ಜಂಟಿ ನಿರ್ದೇಶಕರು ತಿಳಿಸಿದ್ದಾರೆ.: [804, 1180, 918, 1268]
